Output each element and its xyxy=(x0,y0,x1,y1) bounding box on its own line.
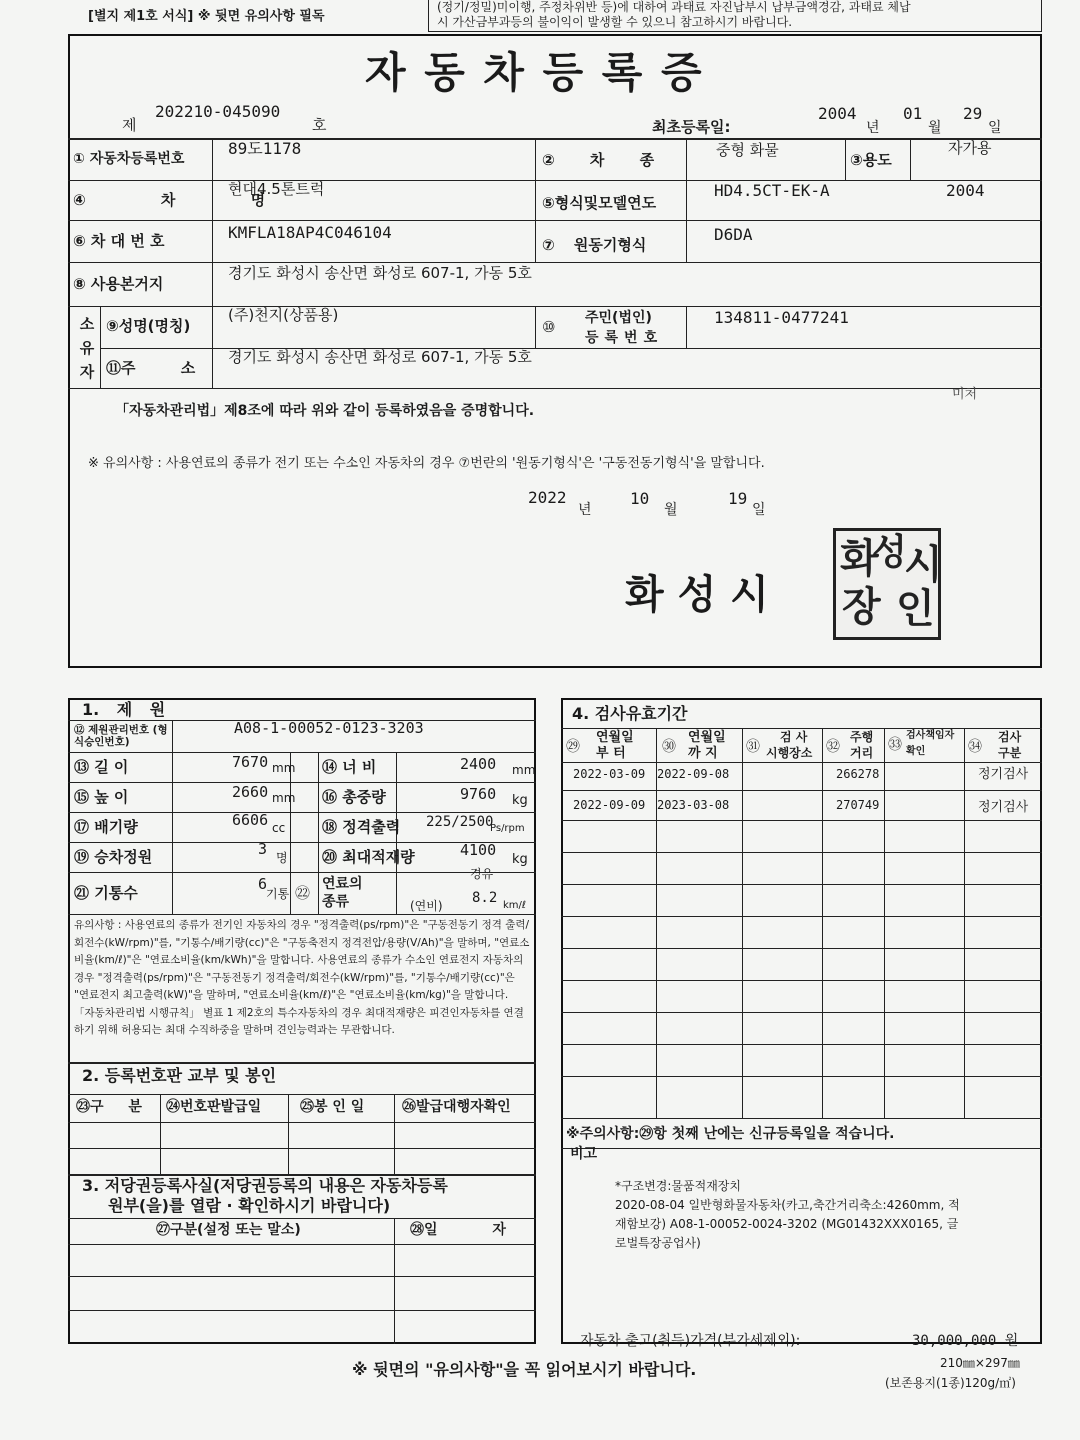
spec-displacement-value: 6606 xyxy=(232,811,269,829)
issue-year: 2022 xyxy=(528,488,567,507)
first-reg-label: 최초등록일: xyxy=(652,118,731,136)
mortgage-heading-2: 원부(을)를 열람 · 확인하시기 바랍니다) xyxy=(108,1196,391,1215)
grid-line xyxy=(394,1094,395,1174)
spec-seats-value: 3 xyxy=(258,840,268,858)
insp-row-type: 정기검사 xyxy=(978,800,1029,815)
grid-line xyxy=(561,1044,1042,1045)
first-reg-month: 01 xyxy=(903,104,923,123)
insp-row-from: 2022-09-09 xyxy=(573,798,646,812)
plate-col-seal-date: ㉕봉 인 일 xyxy=(300,1099,365,1115)
spec-gross-value: 9760 xyxy=(460,785,497,803)
grid-line xyxy=(561,884,1042,885)
spec-length-value: 7670 xyxy=(232,753,269,771)
spec-efficiency-value: 8.2 xyxy=(472,890,498,906)
grid-line xyxy=(68,1244,536,1245)
insp-col-place-num: ㉛ xyxy=(746,739,760,755)
seal-char: 시 xyxy=(904,542,943,588)
field-model-year-value: 2004 xyxy=(946,181,985,200)
grid-line xyxy=(68,1310,536,1311)
spec-seats-label: ⑲ 승차정원 xyxy=(74,848,153,866)
grid-line xyxy=(68,914,536,915)
spec-cylinder-value: 6 xyxy=(258,875,268,893)
first-reg-day-unit: 일 xyxy=(988,120,1002,136)
issue-month: 10 xyxy=(630,489,650,508)
insp-col-checker-1: 검사책임자 xyxy=(906,730,955,741)
field-owner-name-label: ⑨성명(명칭) xyxy=(106,317,191,335)
paper-size: 210㎜×297㎜ xyxy=(940,1356,1020,1370)
remarks-line-4: 로벌특장공업사) xyxy=(615,1236,701,1250)
field-base-location-label: ⑧ 사용본거지 xyxy=(73,275,164,293)
spec-length-label: ⑬ 길 이 xyxy=(74,758,129,776)
field-model-name-value: 현대4.5톤트럭 xyxy=(228,180,325,198)
field-corp-no-num: ⑩ xyxy=(542,318,556,336)
spec-height-unit: mm xyxy=(272,791,296,805)
spec-seats-unit: 명 xyxy=(276,851,288,865)
field-engine-value: D6DA xyxy=(714,225,753,244)
spec-fuel-label-2: 종류 xyxy=(322,894,350,910)
spec-mgmt-value: A08-1-00052-0123-3203 xyxy=(234,719,424,737)
mortgage-col-date: ㉘일 자 xyxy=(410,1222,506,1238)
grid-line xyxy=(561,916,1042,917)
field-vin-value: KMFLA18AP4C046104 xyxy=(228,223,392,242)
grid-line xyxy=(288,1094,289,1174)
field-vehicle-type-value: 중형 화물 xyxy=(716,141,779,159)
grid-line xyxy=(845,138,846,180)
document-title: 자 동 차 등 록 증 xyxy=(365,48,704,97)
insp-col-type-1: 검사 xyxy=(998,730,1022,744)
spec-heading: 1. 제 원 xyxy=(82,700,166,719)
handwritten-note: 미처 xyxy=(952,387,978,402)
spec-payload-label: ⑳ 최대적재량 xyxy=(322,848,415,866)
spec-power-label: ⑱ 정격출력 xyxy=(322,818,401,836)
grid-line xyxy=(100,306,101,388)
grid-line xyxy=(561,980,1042,981)
grid-line xyxy=(561,820,1042,821)
spec-width-value: 2400 xyxy=(460,755,497,773)
grid-line xyxy=(964,728,965,1118)
spec-fuel-label-1: 연료의 xyxy=(322,876,363,892)
paper-type: (보존용지(1종)120g/㎡) xyxy=(885,1376,1016,1390)
spec-width-unit: mm xyxy=(512,763,536,777)
seal-char: 화 xyxy=(840,536,879,582)
insp-col-place-2: 시행장소 xyxy=(766,746,813,760)
grid-line xyxy=(535,306,536,348)
insp-row-mileage: 266278 xyxy=(836,767,880,781)
spec-width-label: ⑭ 너 비 xyxy=(322,758,377,776)
spec-height-value: 2660 xyxy=(232,783,269,801)
grid-line xyxy=(68,752,536,753)
plate-col-category: ㉓구 분 xyxy=(76,1099,142,1115)
grid-line xyxy=(535,138,536,262)
insp-col-mileage-1: 주행 xyxy=(850,730,874,744)
field-vehicle-type-label: ② 차 종 xyxy=(542,151,655,169)
grid-line xyxy=(68,306,1042,307)
insp-col-mileage-2: 거리 xyxy=(850,746,874,760)
grid-line xyxy=(160,1094,161,1174)
grid-line xyxy=(686,306,687,348)
doc-no-suffix: 호 xyxy=(312,116,327,134)
spec-gross-label: ⑯ 총중량 xyxy=(322,788,386,806)
grid-line xyxy=(68,1218,536,1219)
grid-line xyxy=(212,138,213,388)
grid-line xyxy=(561,762,1042,763)
price-label: 자동차 출고(취득)가격(부가세제외): xyxy=(580,1333,801,1349)
issue-year-unit: 년 xyxy=(578,502,592,518)
insp-col-from-2: 부 터 xyxy=(596,746,626,761)
insp-row-to: 2023-03-08 xyxy=(657,798,730,812)
spec-power-unit: Ps/rpm xyxy=(490,823,525,834)
first-reg-year: 2004 xyxy=(818,104,857,123)
first-reg-day: 29 xyxy=(963,104,983,123)
grid-line xyxy=(68,138,1042,140)
grid-line xyxy=(68,1148,536,1149)
grid-line xyxy=(68,1122,536,1123)
spec-fuel-value: 경유 xyxy=(470,867,494,881)
spec-caution-note: 유의사항 : 사용연료의 종류가 전기인 자동차의 경우 "정격출력(ps/rpm)"은 "구동전동기 정격 출력/회전수(kW/rpm)"를, "기통수/배기량(cc)"은 "구동축전지 정격전압/용량(V/Ah)"을 말하며, "연료소비율(km/ℓ)"은 "연료소비율(km/kWh)"을 말합니다. 사용연료의 종류가 수소인 연료전지 자동차의 경우 "정격출력(ps/rpm)"은 "구동전동기 정격출력/회전수(kW/rpm)"를, "기통수/배기량(cc)"은 "연료전지 최고출력(kW)"을 말하며, "연료소비율(km/ℓ)"은 "연료소비율(km/kg)"을 말합니다. 「자동차관리법 시행규칙」 별표 1 제2호의 특수자동차의 경우 최대적재량은 피견인자동차를 연결하기 위해 허용되는 최대 수직하중을 말하며 견인능력과는 무관합니다. xyxy=(74,919,530,1036)
insp-col-checker-num: ㉝ xyxy=(888,737,902,753)
grid-line xyxy=(822,728,823,1118)
insp-col-to-num: ㉚ xyxy=(662,739,676,755)
spec-gross-unit: kg xyxy=(512,793,528,808)
grid-line xyxy=(172,720,173,914)
remarks-line-1: *구조변경:물품적재장치 xyxy=(615,1179,741,1193)
seal-char: 장 xyxy=(842,584,881,630)
caution-note: ※ 유의사항 : 사용연료의 종류가 전기 또는 수소인 자동차의 경우 ⑦번란의 '원동기형식'은 '구동전동기형식'을 말합니다. xyxy=(88,456,765,471)
footer-notice: ※ 뒷면의 "유의사항"을 꼭 읽어보시기 바랍니다. xyxy=(352,1360,697,1379)
insp-row-mileage: 270749 xyxy=(836,798,880,812)
insp-col-mileage-num: ㉜ xyxy=(826,739,840,755)
spec-cylinder-unit: 기통 xyxy=(266,887,290,901)
field-address-label: ⑪주 소 xyxy=(106,359,196,377)
spec-fuel-num: ㉒ xyxy=(295,884,311,902)
issue-day: 19 xyxy=(728,489,748,508)
seal-char: 성 xyxy=(872,532,907,573)
notice-line-2: 시 가산금부과등의 불이익이 발생할 수 있으니 참고하시기 바랍니다. xyxy=(437,15,793,29)
remarks-label: 비고 xyxy=(570,1146,598,1162)
grid-line xyxy=(884,728,885,1118)
price-value: 30,000,000 원 xyxy=(912,1333,1019,1349)
insp-col-checker-2: 확인 xyxy=(906,746,926,757)
grid-line xyxy=(68,1062,536,1064)
spec-cylinder-label: ㉑ 기통수 xyxy=(74,884,138,902)
doc-no-number: 202210-045090 xyxy=(155,102,281,121)
plate-col-issue-date: ㉔번호판발급일 xyxy=(166,1099,262,1115)
plate-col-agent: ㉖발급대행자확인 xyxy=(402,1099,511,1115)
grid-line xyxy=(68,812,536,813)
insp-col-type-2: 구분 xyxy=(998,746,1022,760)
spec-displacement-label: ⑰ 배기량 xyxy=(74,818,138,836)
grid-line xyxy=(68,262,1042,263)
issue-day-unit: 일 xyxy=(752,502,766,518)
grid-line xyxy=(561,948,1042,949)
notice-line-1: (정기/정밀)미이행, 주정차위반 등)에 대하여 과태료 자진납부시 납부금액경감, 과태료 체납 xyxy=(437,0,911,14)
field-model-name-label: ④ 차 명 xyxy=(73,191,266,209)
seal-char: 인 xyxy=(896,586,935,632)
mortgage-col-category: ㉗구분(설정 또는 말소) xyxy=(156,1222,301,1238)
remarks-line-2: 2020-08-04 일반형화물자동차(카고,축간거리축소:4260mm, 적 xyxy=(615,1198,960,1212)
grid-line xyxy=(561,728,1042,729)
field-usage-label: ③용도 xyxy=(850,151,892,169)
spec-power-value: 225/2500 xyxy=(426,814,494,830)
inspection-heading: 4. 검사유효기간 xyxy=(572,704,688,723)
form-label: [별지 제1호 서식] ※ 뒷면 유의사항 필독 xyxy=(88,9,325,24)
grid-line xyxy=(68,220,1042,221)
grid-line xyxy=(686,138,687,262)
field-corp-no-label-2: 등록번호 xyxy=(585,330,664,346)
inspection-caution: ※주의사항:㉙항 첫째 난에는 신규등록일을 적습니다. xyxy=(566,1126,895,1142)
grid-line xyxy=(68,782,536,783)
grid-line xyxy=(742,728,743,1118)
notice-box xyxy=(428,0,1042,32)
field-vin-label: ⑥ 차 대 번 호 xyxy=(73,232,165,250)
issuer-name: 화 성 시 xyxy=(625,572,769,618)
field-reg-no-label: ① 자동차등록번호 xyxy=(73,151,185,167)
field-base-location-value: 경기도 화성시 송산면 화성로 607-1, 가동 5호 xyxy=(228,264,532,282)
issue-month-unit: 월 xyxy=(664,502,678,518)
grid-line xyxy=(656,728,657,1118)
spec-displacement-unit: cc xyxy=(272,821,286,835)
grid-line xyxy=(561,1012,1042,1013)
doc-no-prefix: 제 xyxy=(122,116,137,134)
spec-payload-value: 4100 xyxy=(460,841,497,859)
insp-col-to-1: 연월일 xyxy=(688,730,726,745)
grid-line xyxy=(394,1218,395,1344)
spec-efficiency-unit: km/ℓ xyxy=(503,900,527,911)
insp-col-to-2: 까 지 xyxy=(688,746,718,761)
spec-length-unit: mm xyxy=(272,761,296,775)
spec-payload-unit: kg xyxy=(512,852,528,867)
official-seal xyxy=(833,528,941,640)
grid-line xyxy=(68,872,536,873)
insp-row-from: 2022-03-09 xyxy=(573,767,646,781)
grid-line xyxy=(68,180,1042,181)
grid-line xyxy=(561,852,1042,853)
field-usage-value: 자가용 xyxy=(948,139,992,157)
grid-line xyxy=(318,752,319,914)
insp-row-type: 정기검사 xyxy=(978,767,1029,782)
field-type-year-label: ⑤형식및모델연도 xyxy=(542,194,657,212)
grid-line xyxy=(290,752,291,914)
spec-mgmt-label: ⑫ 제원관리번호 (형식승인번호) xyxy=(74,724,168,748)
remarks-line-3: 재함보강) A08-1-00052-0024-3202 (MG01432XXX0165, 글 xyxy=(615,1217,959,1231)
grid-line xyxy=(561,790,1042,791)
spec-efficiency-label: (연비) xyxy=(410,899,443,913)
field-engine-label: ⑦ 원동기형식 xyxy=(542,236,647,254)
field-owner-name-value: (주)천지(상품용) xyxy=(228,306,339,324)
field-address-value: 경기도 화성시 송산면 화성로 607-1, 가동 5호 xyxy=(228,348,532,366)
insp-row-to: 2022-09-08 xyxy=(657,767,730,781)
field-corp-no-value: 134811-0477241 xyxy=(714,308,849,327)
insp-col-type-num: ㉞ xyxy=(968,739,982,755)
grid-line xyxy=(910,138,911,180)
grid-line xyxy=(68,1276,536,1277)
spec-height-label: ⑮ 높 이 xyxy=(74,788,129,806)
first-reg-month-unit: 월 xyxy=(928,120,942,136)
grid-line xyxy=(68,1094,536,1095)
plate-heading: 2. 등록번호판 교부 및 봉인 xyxy=(82,1066,277,1085)
insp-col-from-1: 연월일 xyxy=(596,730,634,745)
grid-line xyxy=(561,1148,1042,1149)
grid-line xyxy=(561,1118,1042,1119)
owner-label: 소 유 자 xyxy=(79,315,95,381)
insp-col-from-num: ㉙ xyxy=(566,739,580,755)
grid-line xyxy=(68,388,1042,389)
field-type-value: HD4.5CT-EK-A xyxy=(714,181,830,200)
field-corp-no-label-1: 주민(법인) xyxy=(585,310,652,326)
insp-col-place-1: 검 사 xyxy=(780,730,808,744)
field-reg-no-value: 89도1178 xyxy=(228,139,302,158)
first-reg-year-unit: 년 xyxy=(866,120,880,136)
grid-line xyxy=(561,1076,1042,1077)
mortgage-heading-1: 3. 저당권등록사실(저당권등록의 내용은 자동차등록 xyxy=(82,1176,448,1195)
certify-statement: 「자동차관리법」제8조에 따라 위와 같이 등록하였음을 증명합니다. xyxy=(115,403,535,419)
